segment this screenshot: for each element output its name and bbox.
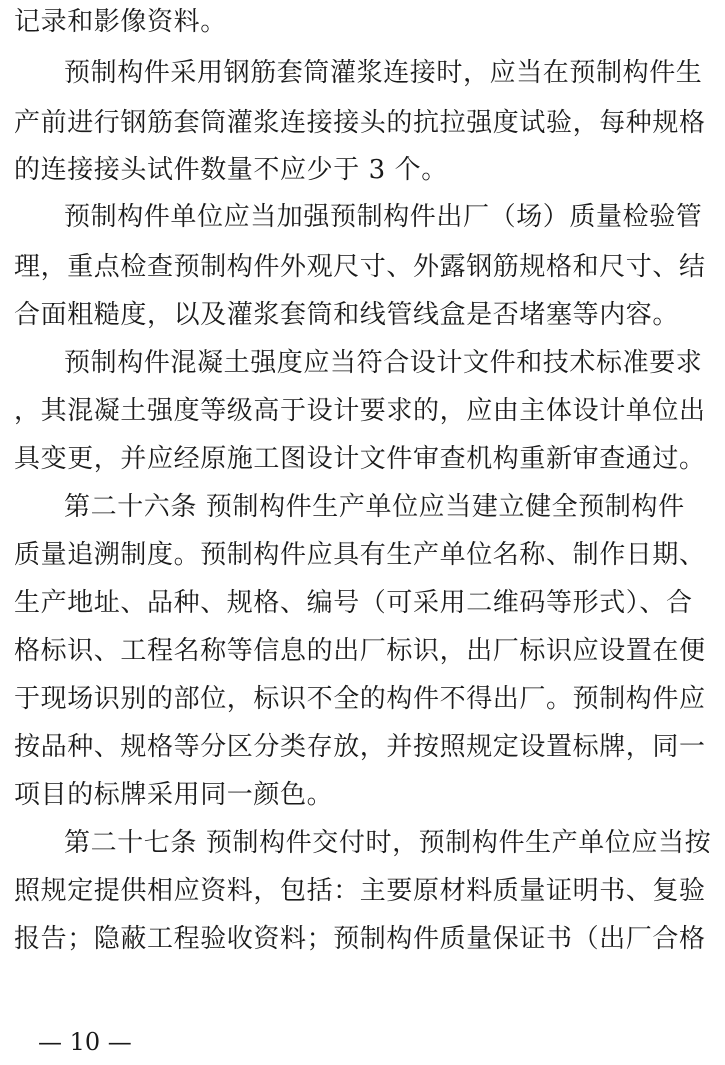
page-number: — 10 — bbox=[38, 1028, 132, 1056]
text-line: 格标识、工程名称等信息的出厂标识，出厂标识应设置在便 bbox=[14, 636, 706, 666]
text-line: 预制构件采用钢筋套筒灌浆连接时，应当在预制构件生 bbox=[64, 58, 703, 88]
text-line: 具变更，并应经原施工图设计文件审查机构重新审查通过。 bbox=[14, 444, 706, 474]
text-line: 的连接接头试件数量不应少于 3 个。 bbox=[14, 155, 448, 185]
text-line: 报告；隐蔽工程验收资料；预制构件质量保证书（出厂合格 bbox=[14, 924, 706, 954]
text-line: 项目的标牌采用同一颜色。 bbox=[14, 780, 334, 810]
section-heading-line: 第二十七条 预制构件交付时，预制构件生产单位应当按 bbox=[64, 828, 712, 858]
text-line: 于现场识别的部位，标识不全的构件不得出厂。预制构件应 bbox=[14, 684, 706, 714]
text-line: 照规定提供相应资料，包括：主要原材料质量证明书、复验 bbox=[14, 876, 706, 906]
text-line: 质量追溯制度。预制构件应具有生产单位名称、制作日期、 bbox=[14, 540, 706, 570]
text-line: 合面粗糙度，以及灌浆套筒和线管线盒是否堵塞等内容。 bbox=[14, 300, 680, 330]
text-line: 预制构件单位应当加强预制构件出厂（场）质量检验管 bbox=[64, 202, 703, 232]
text-line: 记录和影像资料。 bbox=[14, 7, 227, 37]
text-line: 理，重点检查预制构件外观尺寸、外露钢筋规格和尺寸、结 bbox=[14, 252, 706, 282]
text-line: ，其混凝土强度等级高于设计要求的，应由主体设计单位出 bbox=[14, 396, 706, 426]
text-line: 预制构件混凝土强度应当符合设计文件和技术标准要求 bbox=[64, 348, 703, 378]
section-heading-line: 第二十六条 预制构件生产单位应当建立健全预制构件 bbox=[64, 492, 685, 522]
text-line: 产前进行钢筋套筒灌浆连接接头的抗拉强度试验，每种规格 bbox=[14, 108, 706, 138]
text-line: 生产地址、品种、规格、编号（可采用二维码等形式）、合 bbox=[14, 588, 693, 618]
text-line: 按品种、规格等分区分类存放，并按照规定设置标牌，同一 bbox=[14, 732, 706, 762]
